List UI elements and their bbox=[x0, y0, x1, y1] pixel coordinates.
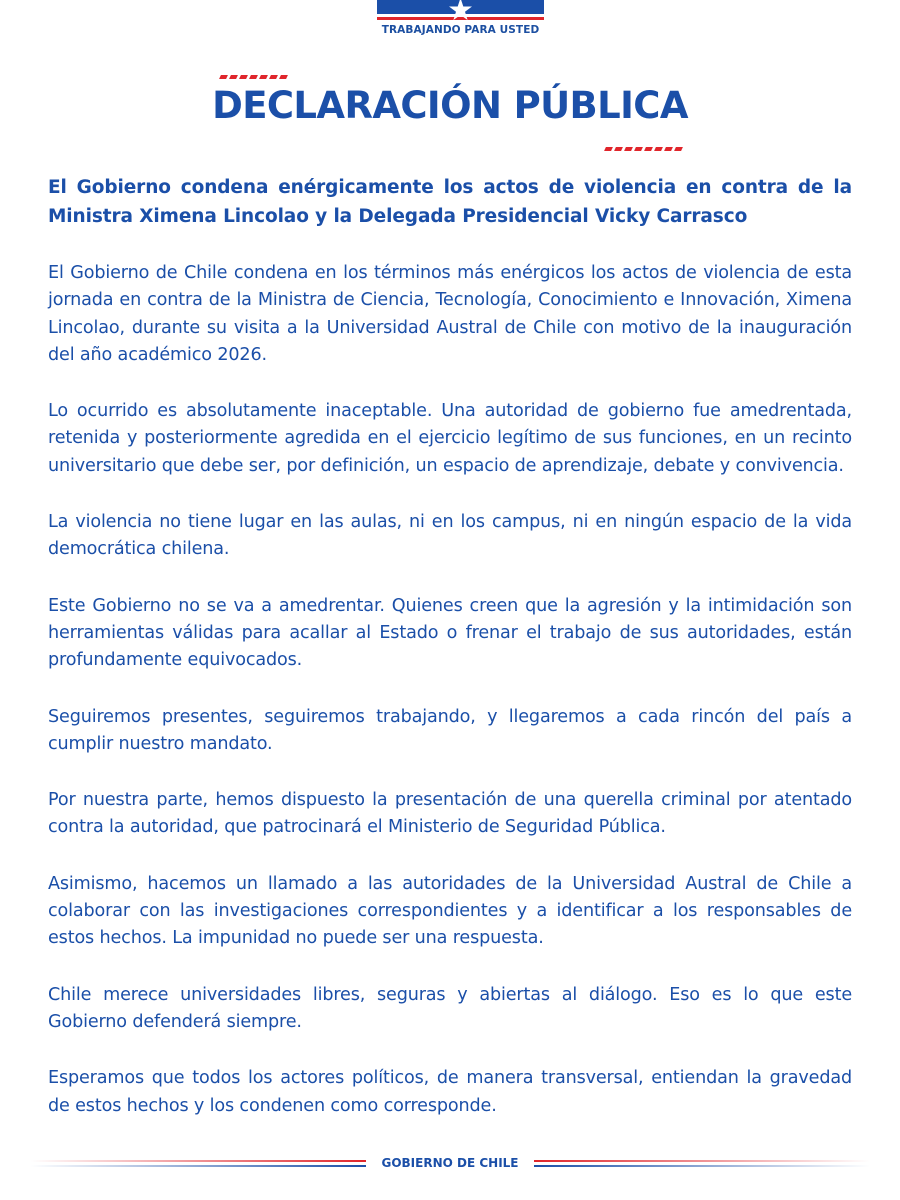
paragraph: El Gobierno de Chile condena en los términos más enérgicos los actos de violencia de esta jornada en contra de la Ministra de Ciencia, Tecnología, Conocimiento e Innovación, Ximena Lincolao, durante su visita a la Universidad Austral de Chile con motivo de la inauguración del año académico 2026. bbox=[48, 263, 852, 365]
footer-government-logo: GOBIERNO DE CHILE bbox=[381, 1156, 519, 1170]
chile-flag-star-icon bbox=[377, 0, 544, 22]
paragraph: La violencia no tiene lugar en las aulas, ni en los campus, ni en ningún espacio de la vida democrática chilena. bbox=[48, 512, 852, 560]
paragraph: Esperamos que todos los actores políticos, de manera transversal, entiendan la gravedad de estos hechos y los condenen como corresponde. bbox=[48, 1068, 852, 1116]
footer-lines-left bbox=[30, 1158, 366, 1170]
paragraph: Asimismo, hacemos un llamado a las autoridades de la Universidad Austral de Chile a colaborar con las investigaciones correspondientes y a identificar a los responsables de estos hechos. La impunidad no puede ser una respuesta. bbox=[48, 873, 852, 949]
header-logo bbox=[377, 0, 544, 44]
declaration-subtitle: El Gobierno condena enérgicamente los actos de violencia en contra de la Ministra Ximena Lincolao y la Delegada Presidencial Vicky Carrasco bbox=[48, 177, 852, 227]
paragraph: Chile merece universidades libres, seguras y abiertas al diálogo. Eso es lo que este Gobierno defenderá siempre. bbox=[48, 984, 852, 1032]
page-title: DECLARACIÓN PÚBLICA bbox=[212, 84, 688, 127]
decorative-dashes-top bbox=[220, 75, 287, 79]
footer-lines-right bbox=[534, 1158, 870, 1170]
declaration-body bbox=[48, 173, 852, 1149]
paragraph: Lo ocurrido es absolutamente inaceptable. Una autoridad de gobierno fue amedrentada, retenida y posteriormente agredida en el ejercicio legítimo de sus funciones, en un recinto universitario que debe ser, por definición, un espacio de aprendizaje, debate y convivencia. bbox=[48, 401, 852, 476]
header-tagline: TRABAJANDO PARA USTED bbox=[381, 24, 540, 36]
decorative-dashes-bottom bbox=[605, 147, 682, 151]
paragraph: Este Gobierno no se va a amedrentar. Quienes creen que la agresión y la intimidación son herramientas válidas para acallar al Estado o frenar el trabajo de sus autoridades, están profundamente equivocados. bbox=[48, 595, 852, 671]
paragraph: Seguiremos presentes, seguiremos trabajando, y llegaremos a cada rincón del país a cumplir nuestro mandato. bbox=[48, 706, 852, 754]
paragraph: Por nuestra parte, hemos dispuesto la presentación de una querella criminal por atentado contra la autoridad, que patrocinará el Ministerio de Seguridad Pública. bbox=[48, 790, 852, 838]
